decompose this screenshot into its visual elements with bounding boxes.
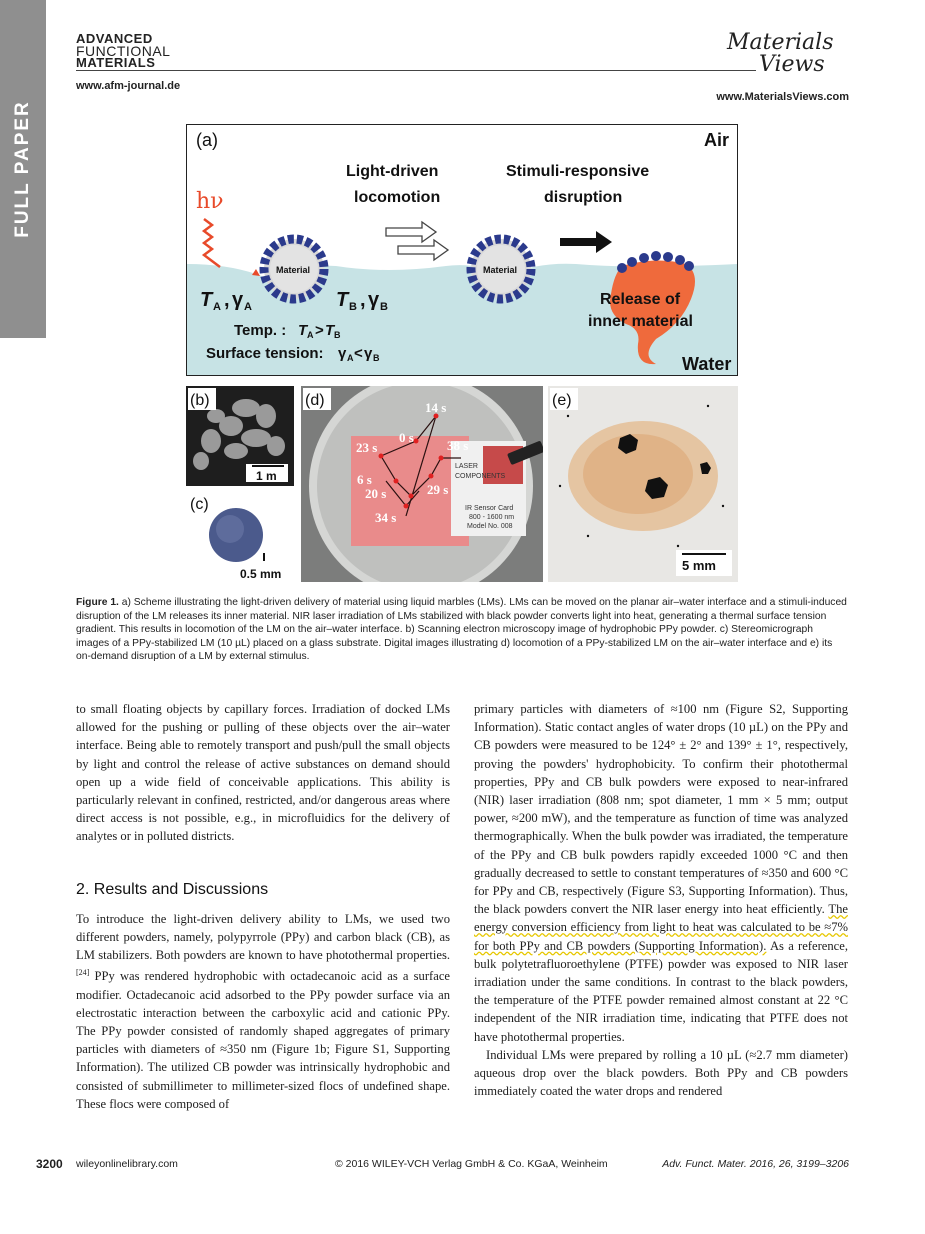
liquid-marble-middle	[471, 239, 531, 299]
journal-url[interactable]: www.afm-journal.de	[76, 80, 181, 92]
stimuli-line2: disruption	[544, 189, 623, 206]
air-label: Air	[704, 130, 730, 150]
svg-text:14 s: 14 s	[425, 400, 447, 415]
journal-logo: ADVANCED FUNCTIONAL MATERIALS	[76, 31, 171, 70]
citation: Adv. Funct. Mater. 2016, 26, 3199–3206	[662, 1158, 849, 1170]
page-number: 3200	[36, 1157, 63, 1171]
svg-text:20 s: 20 s	[365, 486, 387, 501]
section-heading: 2. Results and Discussions	[76, 880, 269, 898]
svg-text:γ: γ	[368, 289, 380, 311]
svg-text:>: >	[315, 322, 324, 339]
svg-text:,: ,	[224, 289, 230, 311]
svg-text:T: T	[200, 289, 213, 311]
svg-text:Material: Material	[276, 265, 311, 275]
figure-panel-b	[186, 386, 294, 486]
caption-text: a) Scheme illustrating the light-driven delivery of material using liquid marbles (LMs). LMs can be moved on the planar air–water interface and a stimuli-induced disruption of the LM releases its inner material. NIR laser irradiation of LMs stabilized with black powder converts light into heat, generating a thermal surface tension gradient. This results in locomotion of the LM on the air–water interface. b) Scanning electron microscopy image of hydrophobic PPy powder. c) Stereomicrograph images of a PPy-stabilized LM (10 µL) placed on a glass substrate. Digital images illustrating d) locomotion of a PPy-stabilized LM on the air–water interface and e) its on-demand disruption of a LM by external stimulus.	[76, 597, 847, 663]
svg-text:29 s: 29 s	[427, 482, 449, 497]
figure-panel-c	[186, 489, 294, 582]
paragraph: Individual LMs were prepared by rolling a 10 µL (≈2.7 mm diameter) aqueous drop over the black powders. Both PPy and CB powders immediately coated the water drops and rendered	[474, 1047, 848, 1099]
svg-text:A: A	[347, 353, 354, 363]
svg-text:B: B	[373, 353, 380, 363]
side-label: FULL PAPER	[12, 100, 33, 238]
svg-text:γ: γ	[364, 345, 373, 362]
figure-panel-a	[186, 124, 738, 376]
left-column	[76, 700, 450, 1113]
svg-text:B: B	[380, 301, 388, 313]
panel-b-scale: 1 m	[256, 469, 277, 483]
right-column	[474, 700, 848, 1100]
svg-text:B: B	[334, 330, 341, 340]
svg-text:Material: Material	[483, 265, 518, 275]
paragraph: To introduce the light-driven delivery ability to LMs, we used two different powders, namely, polypyrrole (PPy) and carbon black (CB), as LM stabilizers. Both powders are known to have photothermal properties.[24] PPy was rendered hydrophobic with octadecanoic acid as a surface modifier. Octadecanoic acid adsorbed to the PPy powder surface via an electrostatic interaction between the carboxylic acid and cationic PPy. The PPy powder consisted of randomly shaped aggregates of primary particles with diameters of ≈350 nm (Figure 1b; Figure S1, Supporting Information). The utilized CB powder was intrinsically hydrophobic and consisted of submillimeter to millimeter-sized flocs of undefined shape. These flocs were composed of	[76, 911, 450, 1111]
panel-c-label: (c)	[190, 496, 209, 513]
footer-site-link[interactable]: wileyonlinelibrary.com	[76, 1158, 178, 1170]
panel-e-label: (e)	[552, 392, 572, 409]
svg-text:γ: γ	[232, 289, 244, 311]
svg-text:Model No. 008: Model No. 008	[467, 523, 513, 530]
svg-text:<: <	[354, 345, 363, 362]
brand-logo: Materials Views	[727, 30, 834, 77]
svg-text:T: T	[298, 322, 308, 339]
caption-label: Figure 1.	[76, 597, 119, 608]
figure-panel-e	[548, 386, 738, 582]
svg-text:23 s: 23 s	[356, 440, 378, 455]
figure-panel-d	[301, 386, 543, 582]
panel-e-scale: 5 mm	[682, 558, 716, 573]
hv-label: hν	[196, 189, 224, 214]
release-line2: inner material	[588, 313, 693, 330]
svg-text:,: ,	[360, 289, 366, 311]
svg-text:Temp. :: Temp. :	[234, 322, 287, 339]
paragraph: to small floating objects by capillary forces. Irradiation of docked LMs allowed for the pushing or pulling of these objects over the air–water interface. Being able to remotely transport and push/pull the small objects by light and control the release of active substances on demand should open up a wide field of conceivable applications. This ability is particularly relevant in confined, restricted, and/or dangerous areas where direct access is not possible, e.g., in microfluidics for the delivery of analytes or in polluted districts.	[76, 702, 450, 844]
svg-text:A: A	[244, 301, 252, 313]
release-line1: Release of	[600, 291, 681, 308]
svg-text:γ: γ	[338, 345, 347, 362]
surface-tension-relation	[206, 345, 380, 363]
svg-text:A: A	[213, 301, 221, 313]
svg-text:T: T	[325, 322, 335, 339]
svg-text:Surface tension:: Surface tension:	[206, 345, 324, 362]
liquid-marble-left	[264, 239, 324, 299]
highlighted-sentence: The energy conversion efficiency from light to heat was calculated to be ≈7% for both PPy and CB powders (Supporting Information).	[474, 902, 848, 953]
svg-text:6 s: 6 s	[357, 472, 372, 487]
copyright: © 2016 WILEY-VCH Verlag GmbH & Co. KGaA, Weinheim	[335, 1158, 608, 1170]
svg-text:COMPONENTS: COMPONENTS	[455, 473, 506, 480]
stimuli-line1: Stimuli-responsive	[506, 163, 650, 180]
panel-c-scale: 0.5 mm	[240, 567, 282, 581]
panel-b-label: (b)	[190, 392, 210, 409]
svg-text:38 s: 38 s	[447, 438, 469, 453]
brand-url[interactable]: www.MaterialsViews.com	[716, 91, 849, 103]
panel-d-label: (d)	[305, 392, 325, 409]
water-label: Water	[682, 354, 732, 374]
svg-text:T: T	[336, 289, 349, 311]
svg-text:B: B	[349, 301, 357, 313]
panel-a-label: (a)	[196, 130, 218, 150]
light-driven-line2: locomotion	[354, 189, 441, 206]
header-rule	[76, 70, 756, 71]
svg-text:LASER: LASER	[455, 463, 478, 470]
svg-text:IR Sensor Card: IR Sensor Card	[465, 505, 514, 512]
svg-text:34 s: 34 s	[375, 510, 397, 525]
figure-caption	[76, 596, 849, 664]
paragraph: primary particles with diameters of ≈100 nm (Figure S2, Supporting Information). Static contact angles of water drops (10 µL) on the PPy and CB powders were measured to be 124° ± 2° and 139° ± 1°, respectively, proving the powders' hydrophobicity. To confirm their photothermal properties, PPy and CB bulk powders were exposed to near-infrared (NIR) laser irradiation (808 nm; spot diameter, 1 mm × 5 mm; output power, ≈200 mW), and the temperature as function of time was analyzed thermographically. When the bulk powder was irradiated, the temperature of the PPy and CB bulk powders rapidly exceeded 1000 °C and then gradually decreased to settle to constant temperatures of ≈350 and 600 °C for PPy and CB, respectively (Figure S3, Supporting Information). Thus, the black powders convert the NIR laser energy into heat efficiently. The energy conversion efficiency from light to heat was calculated to be ≈7% for both PPy and CB powders (Supporting Information). As a reference, bulk polytetrafluoroethylene (PTFE) powder was exposed to NIR laser irradiation under the same conditions. In contrast to the black powders, the temperature of the PTFE powder remained almost constant at 22 °C independent of the NIR irradiation time, indicating that PTFE does not have photothermal properties.	[474, 702, 848, 1044]
svg-text:800 - 1600 nm: 800 - 1600 nm	[469, 514, 515, 521]
reference-link[interactable]: [24]	[76, 968, 90, 978]
svg-text:A: A	[307, 330, 314, 340]
light-driven-line1: Light-driven	[346, 163, 439, 180]
svg-text:0 s: 0 s	[399, 430, 414, 445]
